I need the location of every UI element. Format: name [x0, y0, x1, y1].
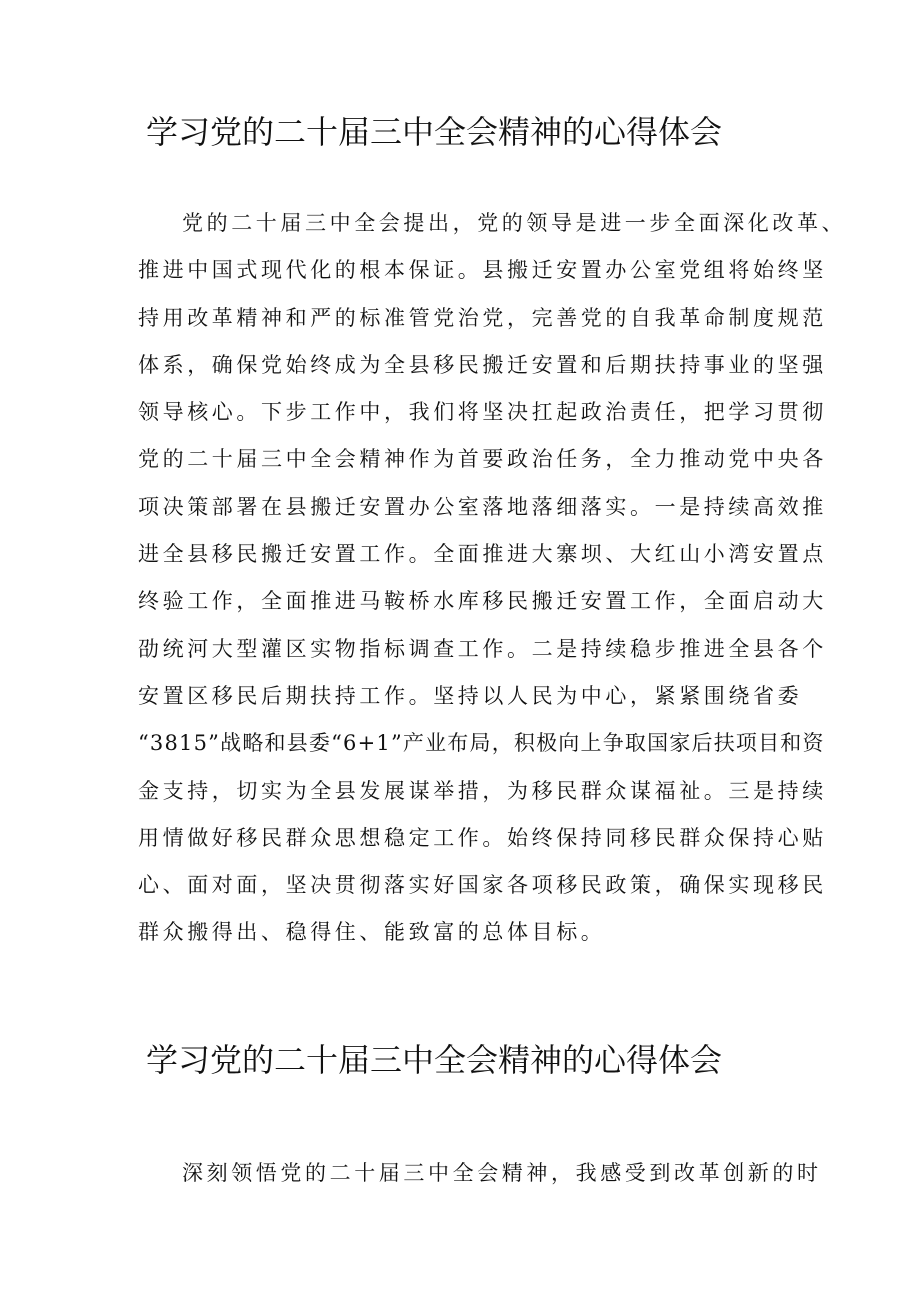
- article-1-paragraph-line: “3815”战略和县委“6+1”产业布局，积极向上争取国家后扶项目和资: [138, 731, 825, 756]
- article-1-paragraph-line: 推进中国式现代化的根本保证。县搬迁安置办公室党组将始终坚: [138, 258, 827, 283]
- article-1-paragraph-line: 领导核心。下步工作中，我们将坚决扛起政治责任，把学习贯彻: [138, 400, 827, 425]
- article-2-body: [138, 1150, 822, 1197]
- article-1-paragraph-line: 进全县移民搬迁安置工作。全面推进大寨坝、大红山小湾安置点: [138, 542, 827, 567]
- article-1-paragraph-line: 项决策部署在县搬迁安置办公室落地落细落实。一是持续高效推: [138, 494, 827, 519]
- article-1-paragraph-line: 党的二十届三中全会精神作为首要政治任务，全力推动党中央各: [138, 447, 827, 472]
- article-2-title: 学习党的二十届三中全会精神的心得体会: [146, 1041, 723, 1079]
- article-1-paragraph-line: 体系，确保党始终成为全县移民搬迁安置和后期扶持事业的坚强: [138, 352, 827, 377]
- article-1-paragraph-line: 心、面对面，坚决贯彻落实好国家各项移民政策，确保实现移民: [138, 873, 827, 898]
- article-1-paragraph-line: 用情做好移民群众思想稳定工作。始终保持同移民群众保持心贴: [138, 825, 827, 850]
- article-2-paragraph-line: 深刻领悟党的二十届三中全会精神，我感受到改革创新的时: [182, 1161, 822, 1185]
- article-1-paragraph-line: 党的二十届三中全会提出，党的领导是进一步全面深化改革、: [182, 211, 847, 235]
- article-1-body: [138, 200, 847, 957]
- article-1-title: 学习党的二十届三中全会精神的心得体会: [146, 113, 723, 151]
- article-1-paragraph-line: 金支持，切实为全县发展谋举措，为移民群众谋福祉。三是持续: [138, 778, 827, 803]
- article-1-paragraph-line: 安置区移民后期扶持工作。坚持以人民为中心，紧紧围绕省委: [138, 683, 803, 708]
- article-1-paragraph-line: 群众搬得出、稳得住、能致富的总体目标。: [138, 920, 606, 945]
- article-1-paragraph-line: 劭统河大型灌区实物指标调查工作。二是持续稳步推进全县各个: [138, 636, 827, 661]
- article-1-paragraph-line: 终验工作，全面推进马鞍桥水库移民搬迁安置工作，全面启动大: [138, 589, 827, 614]
- article-1-paragraph-line: 持用改革精神和严的标准管党治党，完善党的自我革命制度规范: [138, 305, 827, 330]
